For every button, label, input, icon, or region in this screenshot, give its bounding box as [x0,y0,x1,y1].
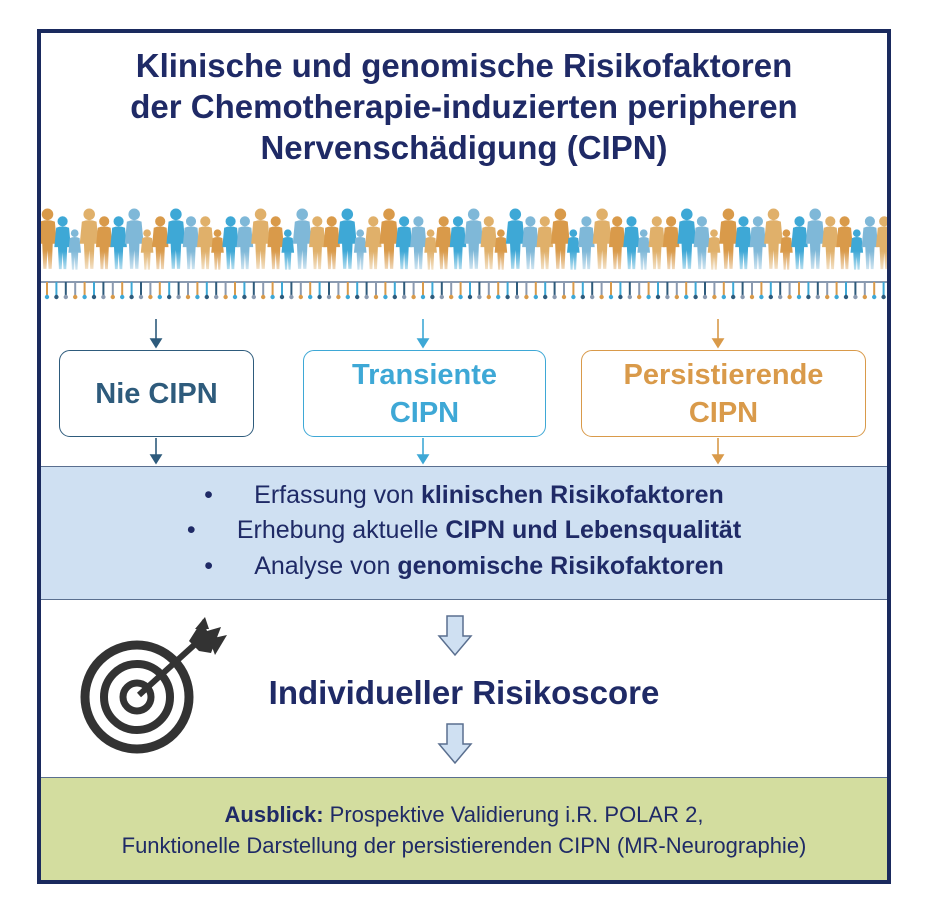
dna-base [590,295,594,299]
dna-base [252,295,256,299]
dna-base [872,295,876,299]
category-box-nie-cipn [59,350,254,437]
dna-base [64,295,68,299]
diagram-frame [37,29,891,884]
dna-base [176,295,180,299]
bullet-dot: • [204,481,213,509]
dna-base [769,295,773,299]
bullet-dot: • [186,516,196,544]
dna-base [346,295,350,299]
dna-base [684,295,688,299]
dna-base [487,295,491,299]
bullet-item [41,515,887,545]
dna-base [844,295,848,299]
dna-base [242,295,246,299]
dna-base [797,295,801,299]
dna-base [703,295,707,299]
dna-base [816,295,820,299]
dna-base [139,295,143,299]
dna-base [618,295,622,299]
bullet-bold: CIPN und Lebensqualität [445,516,742,544]
dna-base [101,295,105,299]
bullet-bold: genomische Risikofaktoren [397,552,724,580]
assessment-band [41,466,887,600]
dna-base [336,295,340,299]
dna-base [477,295,481,299]
down-arrow-icon [437,614,473,658]
dna-base [505,295,509,299]
outlook-label: Ausblick: [224,802,324,827]
dna-base [82,295,86,299]
dna-base [693,295,697,299]
category-label: Transiente [351,358,498,391]
dna-base [45,295,49,299]
middle-arrows [41,437,887,467]
dna-base [675,295,679,299]
dna-base [759,295,763,299]
dna-base [205,295,209,299]
category-box-persistent-cipn [581,350,866,437]
dna-base [317,295,321,299]
dna-base [289,295,293,299]
outlook-line-1 [41,799,887,830]
dna-base [581,295,585,299]
people-crowd-icon [41,191,887,316]
bullet-text: Erhebung aktuelle [236,516,446,544]
dna-base [881,295,885,299]
dna-base [722,295,726,299]
dna-base [534,295,538,299]
dna-base [496,295,500,299]
dna-base [167,295,171,299]
outlook-line-2: Funktionelle Darstellung der persistierenden CIPN (MR-Neurographie) [121,833,807,858]
dna-base [280,295,284,299]
dna-base [712,295,716,299]
dna-base [468,295,472,299]
dna-base [543,295,547,299]
dna-base [646,295,650,299]
dna-strand-icon [45,282,886,299]
dna-base [449,295,453,299]
dna-base [186,295,190,299]
dna-base [73,295,77,299]
dna-base [299,295,303,299]
dna-base [120,295,124,299]
dna-base [552,295,556,299]
bullet-bold: klinischen Risikofaktoren [420,481,724,509]
dna-base [787,295,791,299]
dna-base [223,295,227,299]
dna-base [731,295,735,299]
dna-base [355,295,359,299]
category-label: CIPN [688,396,759,429]
title-line-1: Klinische und genomische Risikofaktoren [135,47,793,84]
outlook-text: Prospektive Validierung i.R. POLAR 2, [323,802,704,827]
dna-base [261,295,265,299]
dna-base [148,295,152,299]
bullet-item [41,551,887,581]
dna-base [853,295,857,299]
diagram-title [41,45,887,168]
risk-score-label: Individueller Risikoscore [268,674,660,711]
dna-base [233,295,237,299]
dna-base [609,295,613,299]
dna-base [825,295,829,299]
dna-base [571,295,575,299]
dna-base [383,295,387,299]
dna-base [54,295,58,299]
down-arrow-icon [437,722,473,766]
dna-base [806,295,810,299]
bullet-item [41,480,887,510]
dna-base [92,295,96,299]
dna-base [524,295,528,299]
category-box-transient-cipn [303,350,546,437]
dna-base [393,295,397,299]
dna-base [402,295,406,299]
title-line-3: Nervenschädigung (CIPN) [260,129,668,166]
dna-base [740,295,744,299]
dna-base [665,295,669,299]
dna-base [562,295,566,299]
dna-base [195,295,199,299]
bullet-dot: • [204,552,213,580]
title-line-2: der Chemotherapie-induzierten peripheren [130,88,798,125]
dna-base [440,295,444,299]
dna-base [364,295,368,299]
dna-base [863,295,867,299]
dna-base [129,295,133,299]
dna-base [214,295,218,299]
dna-base [834,295,838,299]
dna-base [308,295,312,299]
category-label: Persistierende [623,358,824,391]
dna-base [270,295,274,299]
category-label: Nie CIPN [95,377,218,410]
dna-base [656,295,660,299]
bullet-text: Analyse von [254,552,398,580]
dna-base [458,295,462,299]
dna-base [158,295,162,299]
top-arrows [41,317,887,351]
dna-base [111,295,115,299]
dna-base [637,295,641,299]
dna-base [599,295,603,299]
bullet-text: Erfassung von [254,481,421,509]
dna-base [411,295,415,299]
dna-base [750,295,754,299]
outlook-band [41,777,887,880]
dna-base [421,295,425,299]
dna-base [778,295,782,299]
category-label: CIPN [389,396,460,429]
dna-base [327,295,331,299]
dna-base [430,295,434,299]
dna-base [628,295,632,299]
dna-base [515,295,519,299]
dna-base [374,295,378,299]
